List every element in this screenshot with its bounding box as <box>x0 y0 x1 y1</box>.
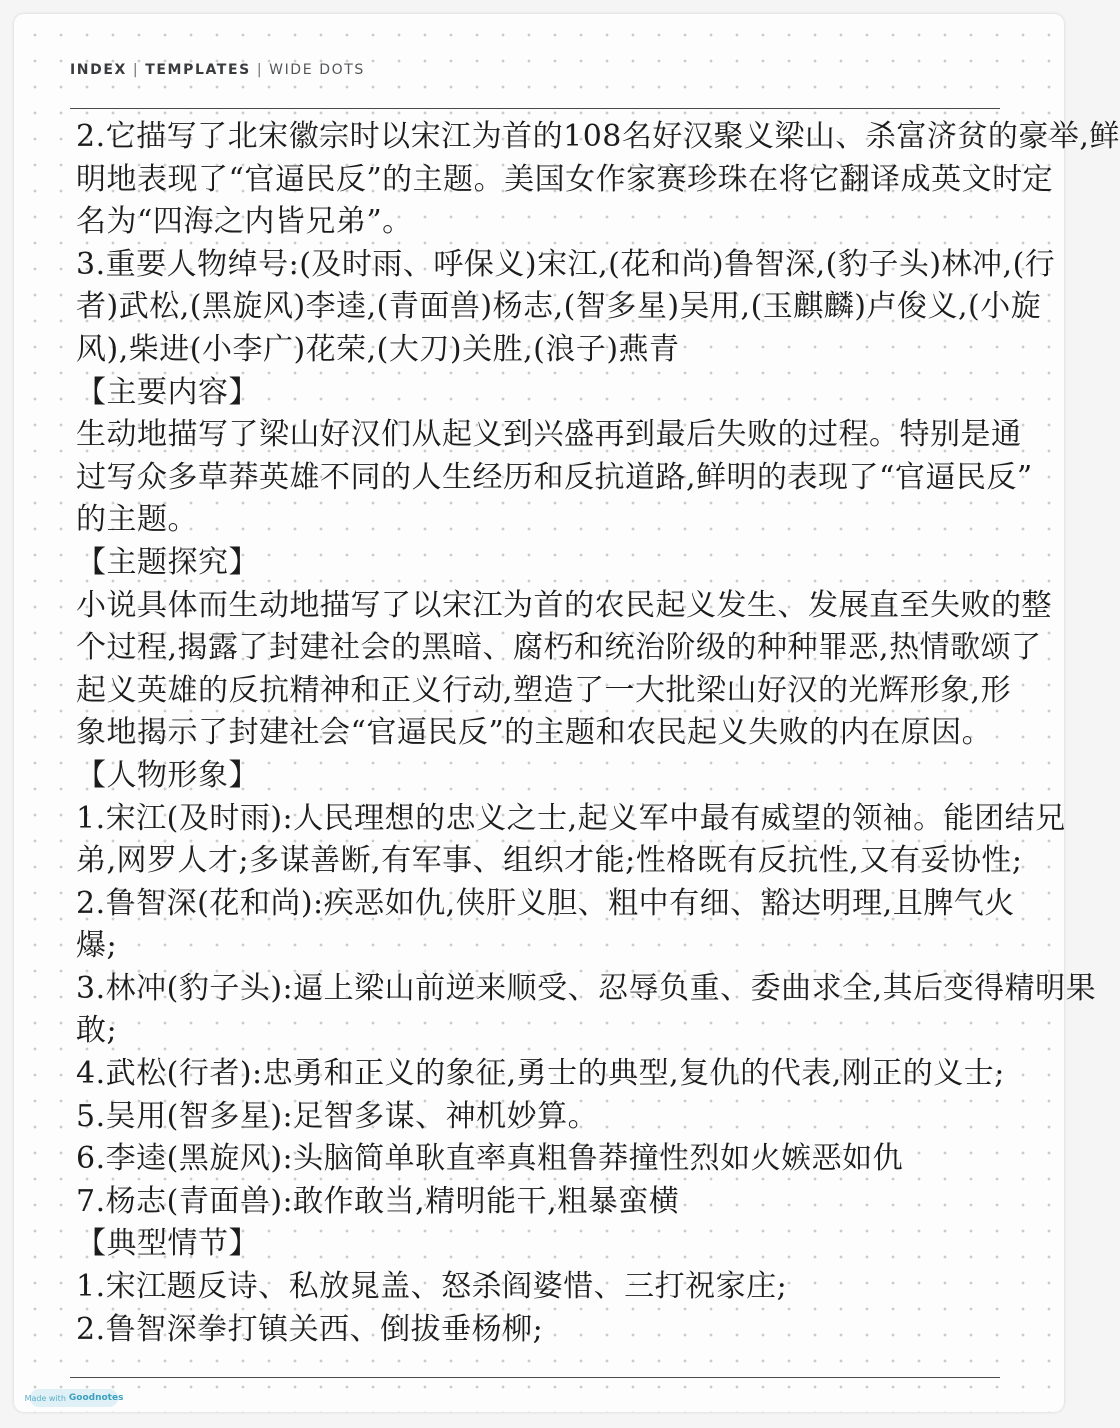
note-line: 6.李逵(黑旋风):头脑简单耿直率真粗鲁莽撞性烈如火嫉恶如仇 <box>76 1141 904 1177</box>
note-line: 4.武松(行者):忠勇和正义的象征,勇士的典型,复仇的代表,刚正的义士; <box>76 1056 1005 1092</box>
note-line: 者)武松,(黑旋风)李逵,(青面兽)杨志,(智多星)吴用,(玉麒麟)卢俊义,(小旋 <box>76 289 1042 325</box>
page-header <box>70 62 365 78</box>
handwritten-notes <box>76 116 1120 1351</box>
note-line: 爆; <box>76 928 118 964</box>
note-line: 个过程,揭露了封建社会的黑暗、腐朽和统治阶级的种种罪恶,热情歌颂了 <box>76 630 1042 666</box>
header-index-link[interactable]: INDEX <box>70 62 127 78</box>
section-heading: 【主题探究】 <box>76 544 259 580</box>
note-line: 明地表现了“官逼民反”的主题。美国女作家赛珍珠在将它翻译成英文时定 <box>76 161 1054 197</box>
note-line: 1.宋江(及时雨):人民理想的忠义之士,起义军中最有威望的领袖。能团结兄 <box>76 800 1066 836</box>
note-line: 2.它描写了北宋徽宗时以宋江为首的108名好汉聚义梁山、杀富济贫的豪举,鲜 <box>76 119 1120 154</box>
header-template-style: WIDE DOTS <box>269 62 365 78</box>
note-line: 名为“四海之内皆兄弟”。 <box>76 204 413 240</box>
bottom-divider <box>70 1377 1000 1378</box>
note-line: 过写众多草莽英雄不同的人生经历和反抗道路,鲜明的表现了“官逼民反” <box>76 459 1033 495</box>
note-line: 象地揭示了封建社会“官逼民反”的主题和农民起义失败的内在原因。 <box>76 715 993 751</box>
header-separator: | <box>256 62 264 78</box>
note-line: 敢; <box>76 1013 118 1049</box>
note-line: 风),柴进(小李广)花荣,(大刀)关胜,(浪子)燕青 <box>76 331 680 367</box>
section-heading: 【典型情节】 <box>76 1226 259 1262</box>
note-line: 3.林冲(豹子头):逼上梁山前逆来顺受、忍辱负重、委曲求全,其后变得精明果 <box>76 970 1097 1006</box>
note-line: 2.鲁智深(花和尚):疾恶如仇,侠肝义胆、粗中有细、豁达明理,且脾气火 <box>76 885 1015 921</box>
note-line: 2.鲁智深拳打镇关西、倒拔垂杨柳; <box>76 1311 544 1347</box>
top-divider <box>70 108 1000 109</box>
note-line: 3.重要人物绰号:(及时雨、呼保义)宋江,(花和尚)鲁智深,(豹子头)林冲,(行 <box>76 246 1056 282</box>
section-heading: 【主要内容】 <box>76 374 259 410</box>
note-line: 生动地描写了梁山好汉们从起义到兴盛再到最后失败的过程。特别是通 <box>76 417 1022 453</box>
header-separator: | <box>132 62 140 78</box>
note-line: 5.吴用(智多星):足智多谋、神机妙算。 <box>76 1098 599 1134</box>
goodnotes-logo: Goodnotes <box>68 1393 124 1403</box>
made-with-goodnotes-badge <box>24 1389 124 1407</box>
header-templates-link[interactable]: TEMPLATES <box>145 62 251 78</box>
note-line: 7.杨志(青面兽):敢作敢当,精明能干,粗暴蛮横 <box>76 1183 680 1219</box>
note-line: 的主题。 <box>76 502 198 538</box>
section-heading: 【人物形象】 <box>76 757 259 793</box>
note-line: 小说具体而生动地描写了以宋江为首的农民起义发生、发展直至失败的整 <box>76 587 1052 623</box>
note-line: 起义英雄的反抗精神和正义行动,塑造了一大批梁山好汉的光辉形象,形 <box>76 672 1012 708</box>
note-line: 1.宋江题反诗、私放晁盖、怒杀阎婆惜、三打祝家庄; <box>76 1269 788 1305</box>
badge-prefix: Made with <box>24 1393 66 1403</box>
note-line: 弟,网罗人才;多谋善断,有军事、组织才能;性格既有反抗性,又有妥协性; <box>76 843 1023 879</box>
